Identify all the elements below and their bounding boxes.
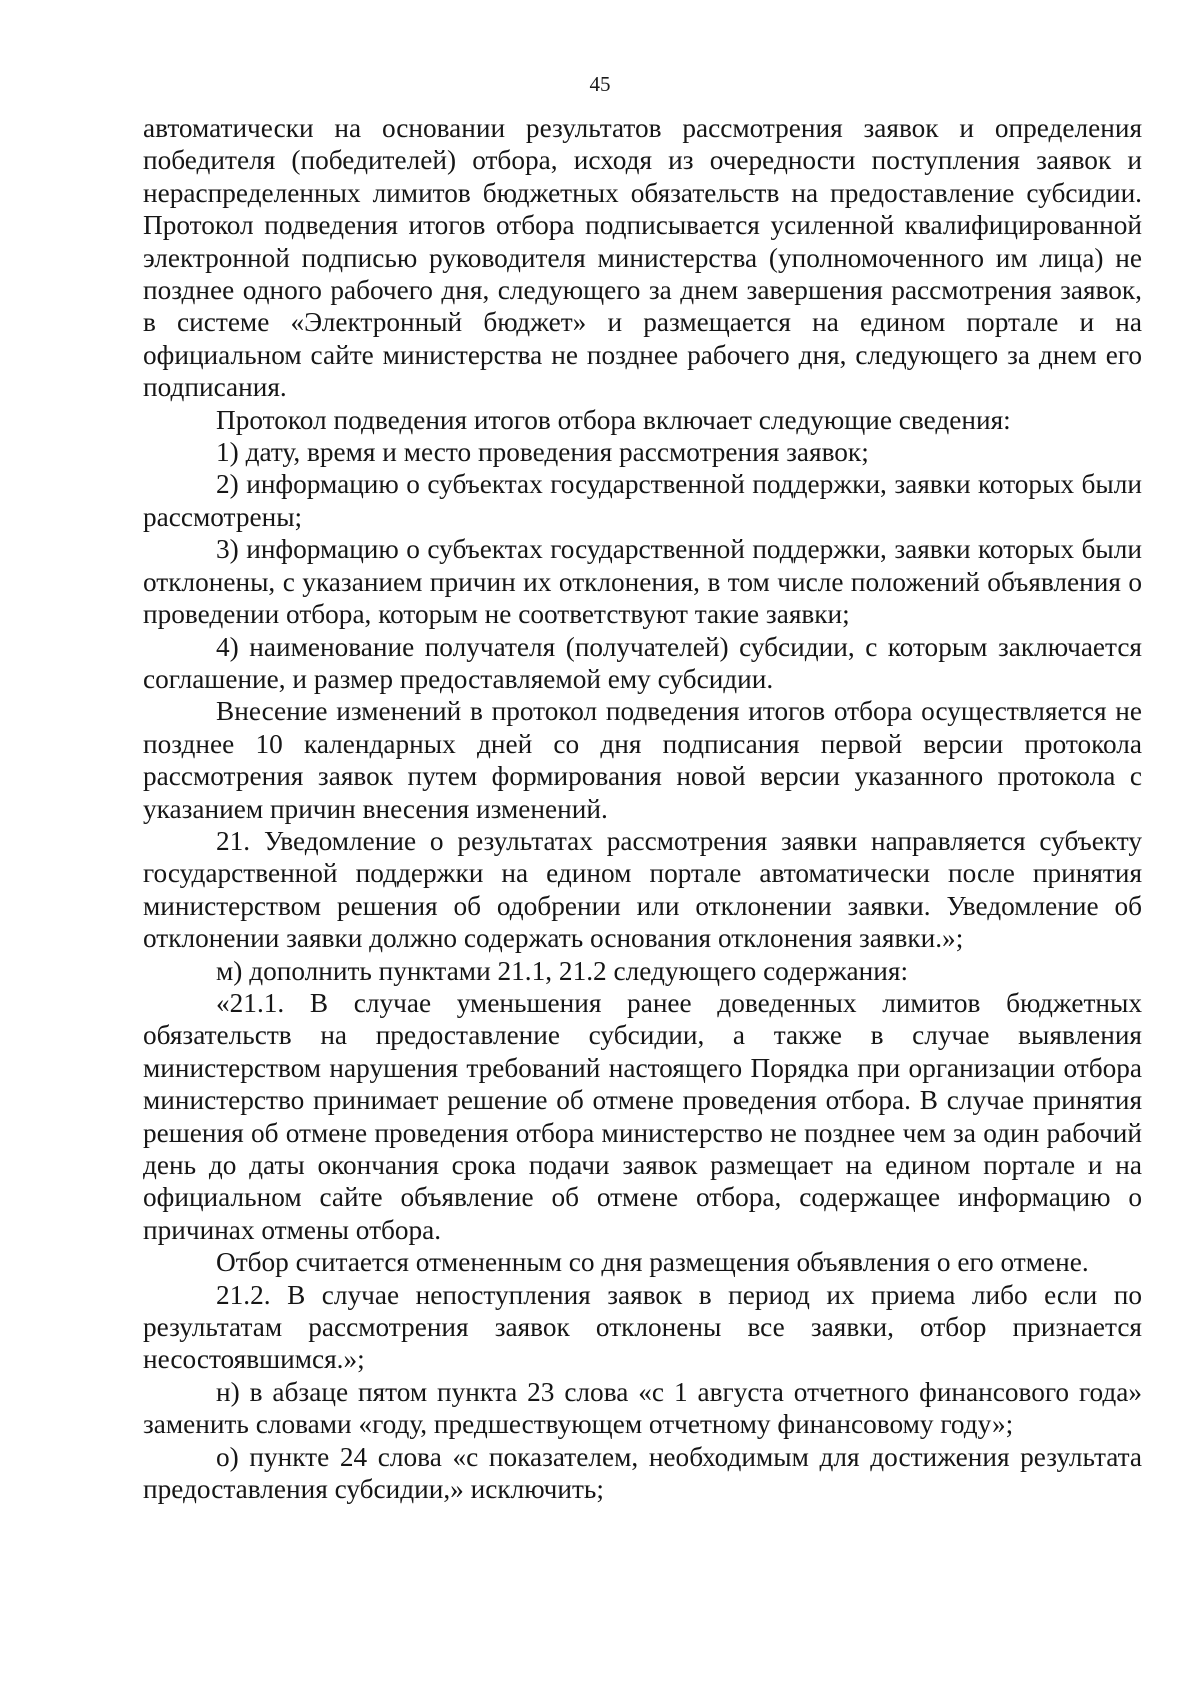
page-number: 45 bbox=[589, 72, 611, 96]
amendment-paragraph: о) пункте 24 слова «с показателем, необходимым для достижения результата предоставления субсидии,» исключить; bbox=[143, 1441, 1142, 1505]
paragraph-continuation: автоматически на основании результатов рассмотрения заявок и определения победителя (победителей) отбора, исходя из очередности поступления заявок и нераспределенных лимитов бюджетных обязательств на предоставление субсидии. Протокол подведения итогов отбора подписывается усиленной квалифицированной электронной подписью руководителя министерства (уполномоченного им лица) не позднее одного рабочего дня, следующего за днем завершения рассмотрения заявок, в системе «Электронный бюджет» и размещается на едином портале и на официальном сайте министерства не позднее рабочего дня, следующего за днем его подписания. bbox=[143, 113, 1142, 403]
amendment-paragraph: н) в абзаце пятом пункта 23 слова «с 1 августа отчетного финансового года» заменить словами «году, предшествующем отчетному финансовому году»; bbox=[143, 1376, 1142, 1440]
paragraph: Протокол подведения итогов отбора включает следующие сведения: bbox=[216, 404, 1011, 435]
clause-paragraph: 21. Уведомление о результатах рассмотрения заявки направляется субъекту государственной поддержки на едином портале автоматически после принятия министерством решения об одобрении или отклонении заявки. Уведомление об отклонении заявки должно содержать основания отклонения заявки.»; bbox=[143, 825, 1142, 954]
clause-paragraph: «21.1. В случае уменьшения ранее доведенных лимитов бюджетных обязательств на предоставление субсидии, а также в случае выявления министерством нарушения требований настоящего Порядка при организации отбора министерство принимает решение об отмене проведения отбора. В случае принятия решения об отмене проведения отбора министерство не позднее чем за один рабочий день до даты окончания срока подачи заявок размещает на едином портале и на официальном сайте объявление об отмене отбора, содержащее информацию о причинах отмены отбора. bbox=[143, 987, 1142, 1245]
list-item: 1) дату, время и место проведения рассмотрения заявок; bbox=[216, 437, 869, 468]
list-item: 2) информацию о субъектах государственной поддержки, заявки которых были рассмотрены; bbox=[143, 469, 1142, 532]
document-body bbox=[143, 112, 1142, 1505]
list-item: 3) информацию о субъектах государственной поддержки, заявки которых были отклонены, с указанием причин их отклонения, в том числе положений объявления о проведении отбора, которым не соответствуют такие заявки; bbox=[143, 534, 1142, 630]
paragraph: Отбор считается отмененным со дня размещения объявления о его отмене. bbox=[216, 1247, 1089, 1278]
paragraph: Внесение изменений в протокол подведения итогов отбора осуществляется не позднее 10 календарных дней со дня подписания первой версии протокола рассмотрения заявок путем формирования новой версии указанного протокола с указанием причин внесения изменений. bbox=[143, 696, 1142, 824]
clause-paragraph: 21.2. В случае непоступления заявок в период их приема либо если по результатам рассмотрения заявок отклонены все заявки, отбор признается несостоявшимся.»; bbox=[143, 1279, 1142, 1375]
amendment-paragraph: м) дополнить пунктами 21.1, 21.2 следующего содержания: bbox=[216, 955, 909, 986]
list-item: 4) наименование получателя (получателей) субсидии, с которым заключается соглашение, и размер предоставляемой ему субсидии. bbox=[143, 631, 1142, 694]
